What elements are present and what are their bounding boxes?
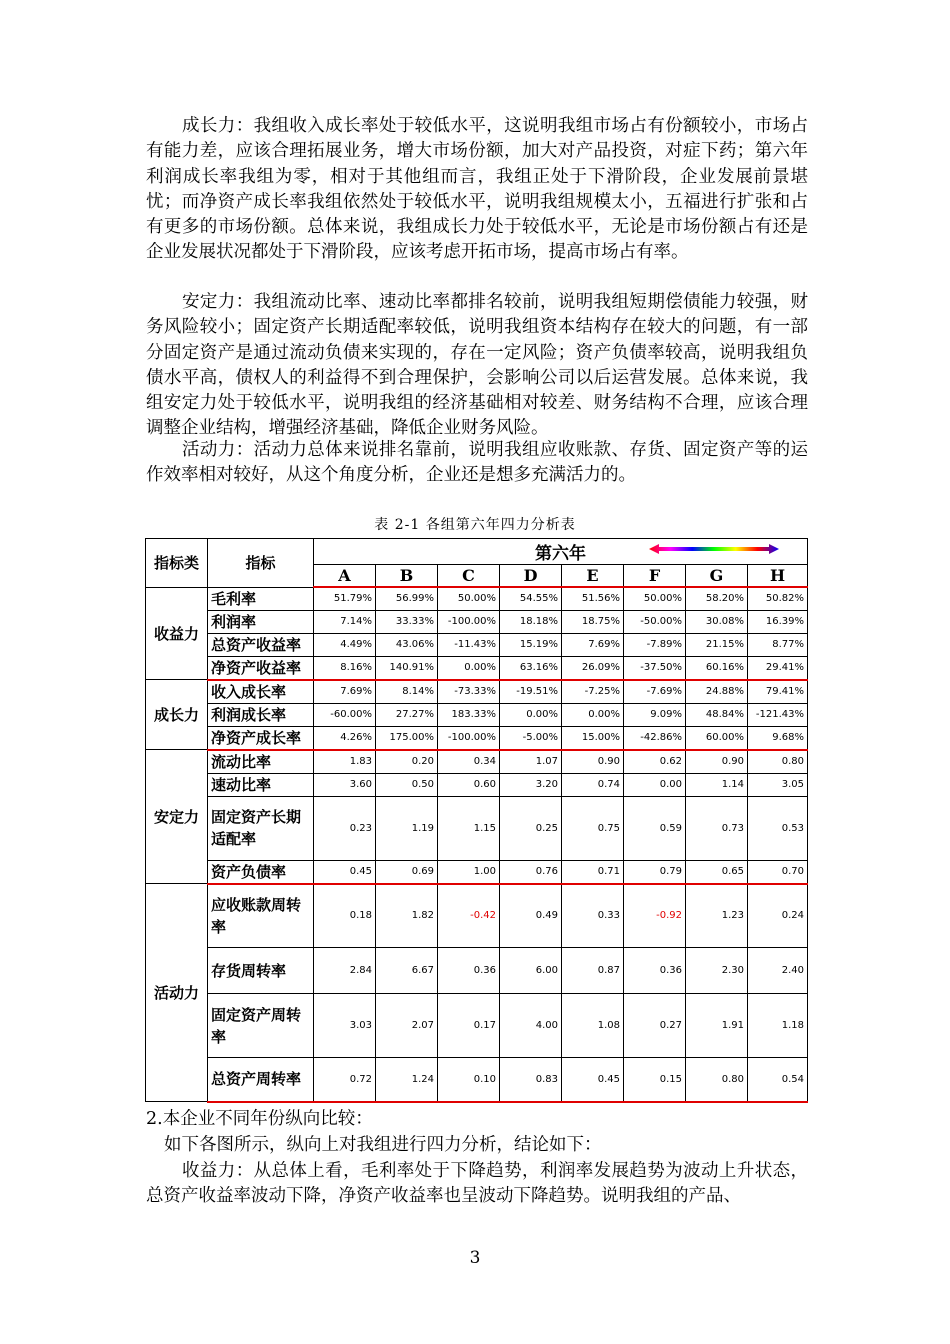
value-cell: 1.14 — [686, 773, 748, 796]
value-cell: 24.88% — [686, 680, 748, 704]
value-cell: 79.41% — [748, 680, 808, 704]
rainbow-arrow-icon — [649, 544, 779, 554]
value-cell: 0.60 — [438, 773, 500, 796]
value-cell: 0.90 — [686, 750, 748, 774]
value-cell: 0.74 — [562, 773, 624, 796]
value-cell: -11.43% — [438, 633, 500, 656]
category-cell: 安定力 — [146, 750, 208, 884]
value-cell: -0.42 — [438, 884, 500, 948]
value-cell: 0.79 — [624, 860, 686, 884]
header-category: 指标类 — [146, 539, 208, 588]
value-cell: 0.75 — [562, 796, 624, 860]
group-header-cell: G — [686, 565, 748, 588]
value-cell: 3.60 — [314, 773, 376, 796]
value-cell: 0.17 — [438, 994, 500, 1058]
indicator-cell: 固定资产周转率 — [208, 994, 314, 1058]
value-cell: -121.43% — [748, 703, 808, 726]
value-cell: 51.79% — [314, 587, 376, 610]
value-cell: 7.69% — [314, 680, 376, 704]
value-cell: 1.00 — [438, 860, 500, 884]
value-cell: 0.23 — [314, 796, 376, 860]
paragraph-activity: 活动力：活动力总体来说排名靠前，说明我组应收账款、存货、固定资产等的运作效率相对较好，从这个角度分析，企业还是想多充满活力的。 — [146, 440, 808, 486]
indicator-cell: 总资产收益率 — [208, 633, 314, 656]
value-cell: -100.00% — [438, 726, 500, 750]
value-cell: 0.00% — [500, 703, 562, 726]
value-cell: 15.19% — [500, 633, 562, 656]
value-cell: 0.15 — [624, 1058, 686, 1102]
value-cell: -73.33% — [438, 680, 500, 704]
table-row — [146, 994, 808, 1058]
value-cell: 0.49 — [500, 884, 562, 948]
value-cell: 0.54 — [748, 1058, 808, 1102]
value-cell: 58.20% — [686, 587, 748, 610]
value-cell: 33.33% — [376, 610, 438, 633]
value-cell: -5.00% — [500, 726, 562, 750]
value-cell: 0.50 — [376, 773, 438, 796]
indicator-cell: 存货周转率 — [208, 948, 314, 994]
indicator-cell: 速动比率 — [208, 773, 314, 796]
four-force-table — [145, 538, 808, 1103]
paragraph-growth: 成长力：我组收入成长率处于较低水平，这说明我组市场占有份额较小，市场占有能力差，应该合理拓展业务，增大市场份额，加大对产品投资，对症下药；第六年利润成长率我组为零，相对于其他组而言，我组正处于下滑阶段，企业发展前景堪忧；而净资产成长率我组依然处于较低水平，说明我组规模太小，五福进行扩张和占有更多的市场份额。总体来说，我组成长力处于较低水平，无论是市场份额占有还是企业发展状况都处于下滑阶段，应该考虑开拓市场，提高市场占有率。 — [146, 116, 808, 263]
value-cell: 175.00% — [376, 726, 438, 750]
indicator-cell: 应收账款周转率 — [208, 884, 314, 948]
value-cell: -7.25% — [562, 680, 624, 704]
value-cell: 1.15 — [438, 796, 500, 860]
table-row — [146, 750, 808, 774]
value-cell: 29.41% — [748, 656, 808, 680]
group-header-cell: H — [748, 565, 808, 588]
value-cell: 0.45 — [562, 1058, 624, 1102]
category-cell: 收益力 — [146, 587, 208, 680]
value-cell: 0.20 — [376, 750, 438, 774]
value-cell: 0.18 — [314, 884, 376, 948]
indicator-cell: 净资产收益率 — [208, 656, 314, 680]
value-cell: 140.91% — [376, 656, 438, 680]
value-cell: 18.75% — [562, 610, 624, 633]
indicator-cell: 利润率 — [208, 610, 314, 633]
indicator-cell: 资产负债率 — [208, 860, 314, 884]
value-cell: 50.00% — [624, 587, 686, 610]
value-cell: 9.09% — [624, 703, 686, 726]
value-cell: 21.15% — [686, 633, 748, 656]
value-cell: -37.50% — [624, 656, 686, 680]
value-cell: 6.00 — [500, 948, 562, 994]
value-cell: 1.08 — [562, 994, 624, 1058]
section2-paragraph: 收益力：从总体上看，毛利率处于下降趋势，利润率发展趋势为波动上升状态，总资产收益率波动下降，净资产收益率也呈波动下降趋势。说明我组的产品、 — [146, 1161, 808, 1207]
value-cell: 3.05 — [748, 773, 808, 796]
value-cell: 0.73 — [686, 796, 748, 860]
value-cell: 0.90 — [562, 750, 624, 774]
value-cell: 0.72 — [314, 1058, 376, 1102]
value-cell: 4.26% — [314, 726, 376, 750]
value-cell: 0.24 — [748, 884, 808, 948]
table-row — [146, 726, 808, 750]
value-cell: 43.06% — [376, 633, 438, 656]
value-cell: 0.65 — [686, 860, 748, 884]
category-cell: 成长力 — [146, 680, 208, 750]
table-row — [146, 680, 808, 704]
value-cell: 0.36 — [438, 948, 500, 994]
value-cell: 7.14% — [314, 610, 376, 633]
value-cell: 6.67 — [376, 948, 438, 994]
value-cell: -50.00% — [624, 610, 686, 633]
value-cell: 2.07 — [376, 994, 438, 1058]
value-cell: 0.34 — [438, 750, 500, 774]
header-indicator: 指标 — [208, 539, 314, 588]
group-header-cell: B — [376, 565, 438, 588]
value-cell: 1.91 — [686, 994, 748, 1058]
value-cell: 1.07 — [500, 750, 562, 774]
value-cell: 2.30 — [686, 948, 748, 994]
indicator-cell: 利润成长率 — [208, 703, 314, 726]
indicator-cell: 流动比率 — [208, 750, 314, 774]
indicator-cell: 净资产成长率 — [208, 726, 314, 750]
table-row — [146, 633, 808, 656]
indicator-cell: 收入成长率 — [208, 680, 314, 704]
value-cell: 0.53 — [748, 796, 808, 860]
value-cell: 0.33 — [562, 884, 624, 948]
paragraph-stability: 安定力：我组流动比率、速动比率都排名较前，说明我组短期偿债能力较强，财务风险较小；固定资产长期适配率较低，说明我组资本结构存在较大的问题，有一部分固定资产是通过流动负债来实现的，存在一定风险；资产负债率较高，说明我组负债水平高，债权人的利益得不到合理保护，会影响公司以后运营发展。总体来说，我组安定力处于较低水平，说明我组的经济基础相对较差、财务结构不合理，应该合理调整企业结构，增强经济基础，降低企业财务风险。 — [146, 292, 808, 439]
value-cell: 0.25 — [500, 796, 562, 860]
indicator-cell: 总资产周转率 — [208, 1058, 314, 1102]
table-row — [146, 773, 808, 796]
indicator-cell: 毛利率 — [208, 587, 314, 610]
value-cell: 50.82% — [748, 587, 808, 610]
value-cell: 26.09% — [562, 656, 624, 680]
section2-intro: 如下各图所示，纵向上对我组进行四力分析，结论如下： — [164, 1135, 602, 1155]
group-header-cell: E — [562, 565, 624, 588]
value-cell: 0.36 — [624, 948, 686, 994]
value-cell: 0.10 — [438, 1058, 500, 1102]
value-cell: 0.00 — [624, 773, 686, 796]
value-cell: 51.56% — [562, 587, 624, 610]
value-cell: 9.68% — [748, 726, 808, 750]
value-cell: 7.69% — [562, 633, 624, 656]
value-cell: 0.80 — [686, 1058, 748, 1102]
value-cell: 0.45 — [314, 860, 376, 884]
table-row — [146, 860, 808, 884]
value-cell: 8.14% — [376, 680, 438, 704]
value-cell: 48.84% — [686, 703, 748, 726]
value-cell: 4.49% — [314, 633, 376, 656]
group-header-cell: D — [500, 565, 562, 588]
value-cell: 3.20 — [500, 773, 562, 796]
value-cell: -7.89% — [624, 633, 686, 656]
value-cell: 183.33% — [438, 703, 500, 726]
value-cell: 8.16% — [314, 656, 376, 680]
value-cell: 0.00% — [438, 656, 500, 680]
group-header-cell: C — [438, 565, 500, 588]
value-cell: 63.16% — [500, 656, 562, 680]
value-cell: 1.19 — [376, 796, 438, 860]
value-cell: 1.24 — [376, 1058, 438, 1102]
table-caption: 表 2-1 各组第六年四力分析表 — [374, 517, 576, 533]
value-cell: 0.76 — [500, 860, 562, 884]
value-cell: 0.71 — [562, 860, 624, 884]
value-cell: 1.83 — [314, 750, 376, 774]
table-row — [146, 610, 808, 633]
category-cell: 活动力 — [146, 884, 208, 1102]
value-cell: 60.00% — [686, 726, 748, 750]
table-row — [146, 587, 808, 610]
value-cell: 2.40 — [748, 948, 808, 994]
value-cell: 0.70 — [748, 860, 808, 884]
page-number: 3 — [469, 1248, 481, 1268]
header-year — [314, 539, 808, 565]
table-row — [146, 948, 808, 994]
table-row — [146, 796, 808, 860]
value-cell: 18.18% — [500, 610, 562, 633]
value-cell: 1.23 — [686, 884, 748, 948]
value-cell: 1.18 — [748, 994, 808, 1058]
value-cell: 60.16% — [686, 656, 748, 680]
group-header-cell: F — [624, 565, 686, 588]
table-row — [146, 1058, 808, 1102]
value-cell: -42.86% — [624, 726, 686, 750]
value-cell: 30.08% — [686, 610, 748, 633]
value-cell: 0.80 — [748, 750, 808, 774]
value-cell: 8.77% — [748, 633, 808, 656]
value-cell: -100.00% — [438, 610, 500, 633]
value-cell: 54.55% — [500, 587, 562, 610]
table-row — [146, 656, 808, 680]
value-cell: 0.59 — [624, 796, 686, 860]
value-cell: 3.03 — [314, 994, 376, 1058]
value-cell: 15.00% — [562, 726, 624, 750]
value-cell: 1.82 — [376, 884, 438, 948]
group-header-cell: A — [314, 565, 376, 588]
value-cell: -7.69% — [624, 680, 686, 704]
value-cell: -0.92 — [624, 884, 686, 948]
value-cell: 0.62 — [624, 750, 686, 774]
value-cell: 0.69 — [376, 860, 438, 884]
value-cell: 56.99% — [376, 587, 438, 610]
value-cell: -60.00% — [314, 703, 376, 726]
value-cell: 50.00% — [438, 587, 500, 610]
header-year-label: 第六年 — [535, 544, 586, 564]
value-cell: 16.39% — [748, 610, 808, 633]
table-row — [146, 884, 808, 948]
indicator-cell: 固定资产长期适配率 — [208, 796, 314, 860]
value-cell: 27.27% — [376, 703, 438, 726]
value-cell: 2.84 — [314, 948, 376, 994]
value-cell: 0.00% — [562, 703, 624, 726]
value-cell: 0.87 — [562, 948, 624, 994]
table-row — [146, 703, 808, 726]
section2-heading: 2.本企业不同年份纵向比较： — [146, 1109, 373, 1129]
value-cell: 4.00 — [500, 994, 562, 1058]
value-cell: 0.27 — [624, 994, 686, 1058]
value-cell: 0.83 — [500, 1058, 562, 1102]
value-cell: -19.51% — [500, 680, 562, 704]
